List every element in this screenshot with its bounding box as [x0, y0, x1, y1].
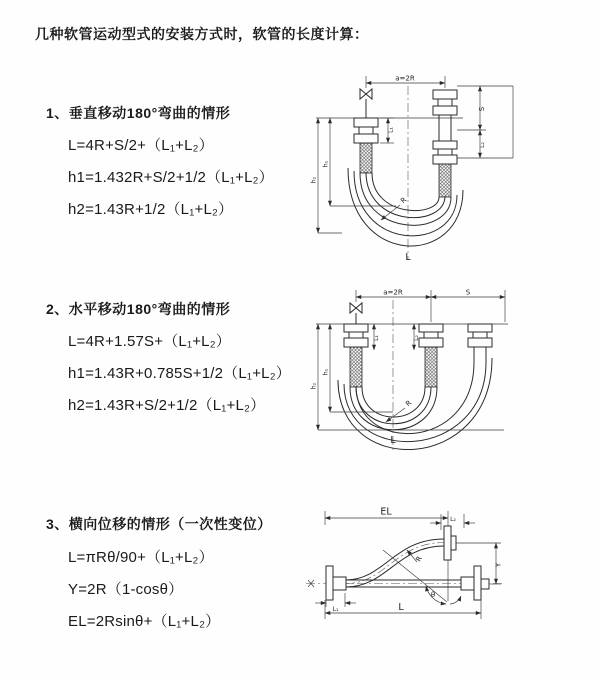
diagram2-right-flange-displaced [468, 324, 492, 362]
dim-label-h1: h₁ [322, 368, 330, 376]
dim-label-l1: L₁ [373, 335, 380, 341]
valve-icon [360, 89, 372, 118]
dim-label-r: R [404, 398, 414, 409]
dim-label-r: R [414, 554, 424, 564]
diagram2-dim-l1-l2 [373, 324, 420, 350]
dim-label-l1: L₁ [387, 127, 395, 133]
diagram3-lower-right-flange [461, 566, 489, 600]
section-1-formula-l: L=4R+S/2+（L₁+L₂） [68, 137, 214, 154]
dim-label-theta: θ [430, 591, 436, 599]
dim-label-s: S [465, 288, 471, 297]
diagram1-right-pipe-flange [433, 90, 457, 197]
section-2-heading: 2、水平移动180°弯曲的情形 [46, 301, 231, 317]
diagram3-upper-flange [444, 526, 456, 560]
diagram1-dim-h [311, 118, 397, 233]
diagram2-radius-leader [386, 399, 413, 422]
dim-label-a2r: a=2R [383, 288, 403, 297]
diagram1-dim-a2r [366, 75, 445, 89]
page-title: 几种软管运动型式的安装方式时，软管的长度计算： [35, 26, 369, 42]
dim-label-l-total: L [405, 252, 411, 263]
diagram1-dim-l1 [380, 118, 395, 143]
dim-label-a2r: a=2R [395, 74, 415, 83]
diagram-horizontal-travel-bend [308, 282, 590, 462]
diagram3-dim-l2 [430, 514, 475, 530]
dim-label-y: Y [494, 562, 503, 568]
diagram3-left-flange [326, 566, 346, 600]
diagram2-left-flange [344, 324, 368, 387]
braided-hose-section [425, 347, 437, 387]
section-2-formula-h1: h1=1.43R+0.785S+1/2（L₁+L₂） [68, 365, 291, 382]
diagram-lateral-displacement [298, 498, 600, 640]
dim-label-s: S [478, 106, 486, 112]
dim-label-l2: L₂ [479, 142, 486, 148]
dim-label-el: EL [380, 506, 392, 518]
section-3-formula-l: L=πRθ/90+（L₁+L₂） [68, 549, 214, 566]
diagram2-dim-a2r-s [356, 289, 505, 323]
section-2-formula-l: L=4R+1.57S+（L₁+L₂） [68, 333, 231, 350]
dim-label-h2: h₂ [310, 176, 318, 184]
section-2-formula-h2: h2=1.43R+S/2+1/2（L₁+L₂） [68, 397, 266, 414]
diagram2-middle-flange [419, 324, 443, 387]
section-1-formula-h2: h2=1.43R+1/2（L₁+L₂） [68, 201, 234, 218]
diagram1-left-pipe-flange [354, 118, 378, 173]
dim-label-l1: L₁ [332, 606, 339, 613]
dim-label-h1: h₁ [322, 160, 330, 168]
braided-hose-section [439, 164, 451, 197]
diagram3-dim-l1 [315, 593, 356, 613]
valve-icon [350, 303, 362, 324]
braided-hose-section [350, 347, 362, 387]
section-3-formula-el: EL=2Rsinθ+（L₁+L₂） [68, 613, 221, 630]
section-1-heading: 1、垂直移动180°弯曲的情形 [46, 105, 231, 121]
dim-label-l-total: L [398, 602, 404, 613]
diagram-vertical-travel-bend [308, 68, 590, 270]
dim-label-h2: h₂ [310, 382, 318, 390]
section-1-formula-h1: h1=1.432R+S/2+1/2（L₁+L₂） [68, 169, 274, 186]
dim-label-r: R [399, 195, 409, 206]
braided-hose-section [360, 143, 372, 173]
diagram1-dim-s-l2 [457, 86, 513, 158]
section-3-heading: 3、横向位移的情形（一次性变位） [46, 516, 272, 532]
section-3-formula-y: Y=2R（1-cosθ） [68, 581, 184, 598]
dim-label-l2: L₂ [413, 335, 420, 341]
dim-label-l-total: L [390, 435, 396, 446]
dim-label-l2: L₂ [450, 516, 456, 523]
